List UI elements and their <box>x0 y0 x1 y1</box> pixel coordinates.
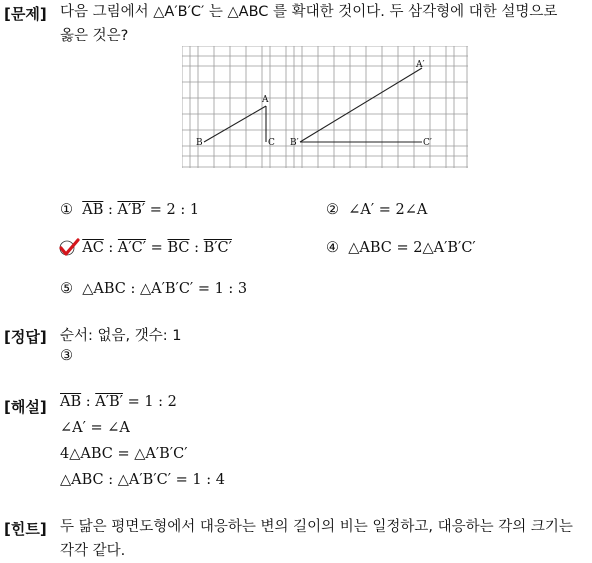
explanation-ratio: = 1 : 2 <box>122 394 177 410</box>
vertex-a: A <box>262 95 269 105</box>
problem-text <box>60 0 590 48</box>
explanation-seg-b: A′B′ <box>95 394 123 410</box>
hint-label: [힌트] <box>4 520 47 538</box>
explanation-line-2: ∠A′ = ∠A <box>60 420 130 436</box>
vertex-a-prime: A′ <box>416 60 425 70</box>
option-5-text: △ABC : △A′B′C′ = 1 : 3 <box>82 281 248 297</box>
vertex-c: C <box>268 138 275 148</box>
option-4-text: △ABC = 2△A′B′C′ <box>348 240 476 256</box>
vertex-b-prime: B′ <box>290 138 299 148</box>
problem-line-2: 옳은 것은? <box>60 28 129 44</box>
option-3-seg-b: A′C′ <box>117 240 147 256</box>
explanation-label: [해설] <box>4 398 47 416</box>
hint-line-2: 각각 같다. <box>60 543 126 559</box>
vertex-b: B <box>196 138 203 148</box>
option-1-seg-b: A′B′ <box>117 202 146 218</box>
hint-text <box>60 515 590 563</box>
figure-grid <box>182 46 468 168</box>
option-1[interactable]: ① $\overline{AB}$ : A′B′ = 2 : 1 <box>60 202 200 218</box>
option-2[interactable] <box>326 202 427 218</box>
option-1-number: ① <box>60 202 73 218</box>
option-1-seg-a: $\overline{AB}$ <box>82 202 104 218</box>
option-4-number: ④ <box>326 240 339 256</box>
answer-label: [정답] <box>4 328 47 346</box>
option-5-number: ⑤ <box>60 281 73 297</box>
option-3[interactable]: $\overline{AC}$ : $A'C' = \overline{BC}$ : B′C′ <box>82 240 232 256</box>
hint-line-1: 두 닮은 평면도형에서 대응하는 변의 길이의 비는 일정하고, 대응하는 각의 크기는 <box>60 519 573 535</box>
answer-line-1: 순서: 없음, 갯수: 1 <box>60 328 182 344</box>
explanation-line-1: $\overline{AB}$ : A′B′ = 1 : 2 <box>60 394 177 410</box>
option-3-seg-d: B′C′ <box>203 240 232 256</box>
option-5[interactable] <box>60 281 247 297</box>
explanation-line-4: △ABC : △A′B′C′ = 1 : 4 <box>60 472 225 488</box>
option-1-ratio: = 2 : 1 <box>145 202 200 218</box>
option-4[interactable] <box>326 240 476 256</box>
problem-label: [문제] <box>4 5 47 23</box>
option-2-text: ∠A′ = 2∠A <box>348 202 428 218</box>
vertex-c-prime: C′ <box>423 138 432 148</box>
problem-line-1: 다음 그림에서 △A′B′C′ 는 △ABC 를 확대한 것이다. 두 삼각형에 대한 설명으로 <box>60 4 558 20</box>
option-3-seg-c: $\overline{BC}$ <box>167 240 190 256</box>
explanation-seg-a: $\overline{AB}$ <box>60 394 82 410</box>
answer-line-2: ③ <box>60 348 73 364</box>
explanation-line-3: 4△ABC = △A′B′C′ <box>60 446 188 462</box>
triangle-figure <box>182 46 468 168</box>
option-2-number: ② <box>326 202 339 218</box>
option-3-seg-a: $\overline{AC}$ <box>82 240 104 256</box>
triangle-abc <box>204 106 266 142</box>
